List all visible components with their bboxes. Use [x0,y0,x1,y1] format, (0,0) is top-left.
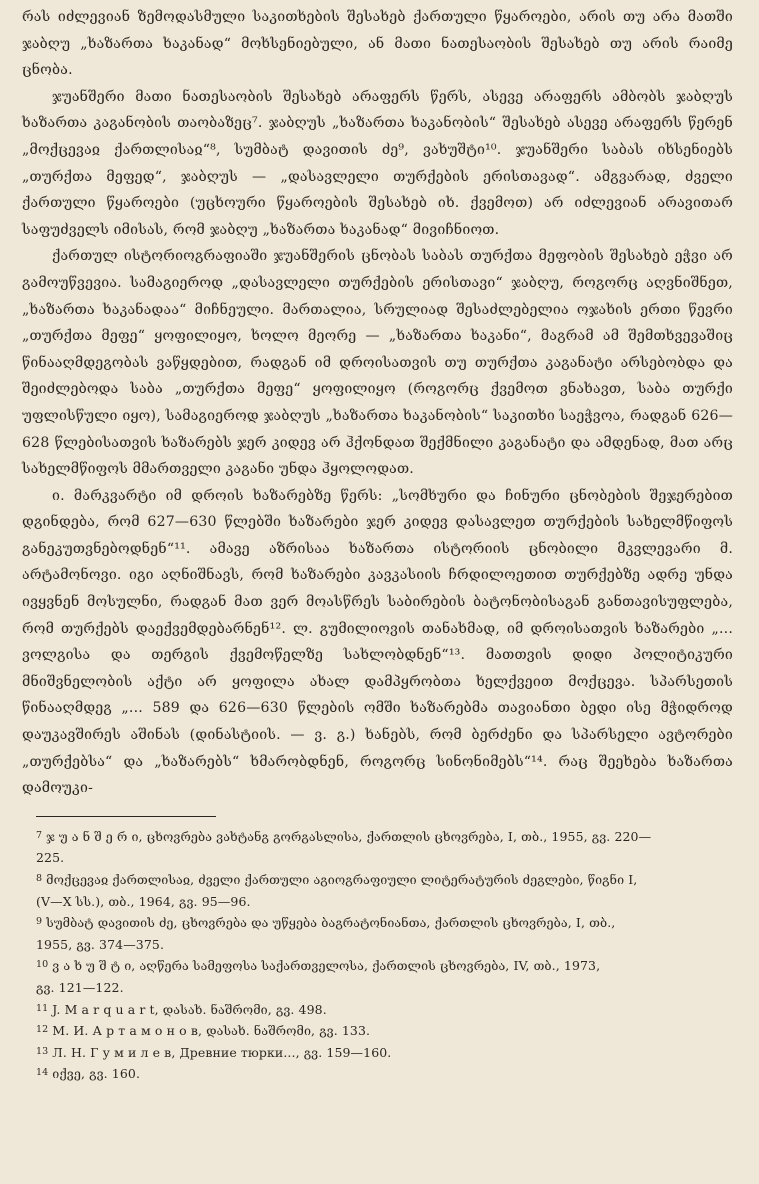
footnote-text: ჯ უ ა ნ შ ე რ ი, ცხოვრება ვახტანგ გორგასლისა, ქართლის ცხოვრება, I, თბ., 1955, გვ. 220— [46,828,652,844]
footnote-number: 10 [36,959,49,971]
footnote [22,999,733,1021]
footnote-number: 13 [36,1045,49,1057]
footnote [22,1042,733,1064]
footnotes [22,826,733,1085]
footnote-continuation: გვ. 121—122. [36,979,124,995]
paragraph: ჯუანშერი მათი ნათესაობის შესახებ არაფერს წერს, ასევე არაფერს ამბობს ჯაბღუს ხაზართა კაგანობის თაობაზეც⁷. ჯაბღუს „ხაზართა ხაკანობის“ შესახებ ასევე არაფერს წერენ „მოქცევაჲ ქართლისაჲ“⁸, სუმბატ დავითის ძე⁹, ვახუშტი¹⁰. ჯუანშერი საბას იხსენიებს „თურქთა მეფედ“, ჯაბღუს — „დასავლელი თურქების ერისთავად“. ამგვარად, ძველი ქართული წყაროები (უცხოური წყაროების შესახებ იხ. ქვემოთ) არ იძლევიან არავითარ საფუძველს იმისას, რომ ჯაბღუ „ხაზართა ხაკანად“ მივიჩნიოთ. [22,88,733,238]
paragraph: ქართულ ისტორიოგრაფიაში ჯუანშერის ცნობას საბას თურქთა მეფობის შესახებ ეჭვი არ გამოუწვევია. სამაგიეროდ „დასავლელი თურქების ერისთავი“ ჯაბღუ, როგორც აღვნიშნეთ, „ხაზართა ხაკანადაა“ მიჩნეული. მართალია, სრულიად შესაძლებელია ოჯახის ერთი წევრი „თურქთა მეფე“ ყოფილიყო, ხოლო მეორე — „ხაზართა ხაკანი“, მაგრამ ამ შემთხვევაშიც წინააღმდეგობას ვაწყდებით, რადგან იმ დროისათვის თუ თურქთა კაგანატი არსებობდა და შეიძლებოდა საბა „თურქთა მეფე“ ყოფილიყო (როგორც ქვემოთ ვნახავთ, საბა თურქი უფლისწული იყო), სამაგიეროდ ჯაბღუს „ხაზართა ხაკანობის“ საკითხი საეჭვოა, რადგან 626—628 წლებისათვის ხაზარებს ჯერ კიდევ არ ჰქონდათ შექმნილი კაგანატი და ამდენად, მათ არც სახელმწიფოს მმართველი კაგანი უნდა ჰყოლოდათ. [22,248,733,478]
footnote-text: მოქცევაჲ ქართლისაჲ, ძველი ქართული აგიოგრაფიული ლიტერატურის ძეგლები, წიგნი I, [46,872,638,887]
main-text [22,4,733,802]
paragraph: რას იძლევიან ზემოდასმული საკითხების შესახებ ქართული წყაროები, არის თუ არა მათში ჯაბღუ „ხაზართა ხაკანად“ მოხსენიებული, ან მათი ნათესაობის შესახებ თუ არის რაიმე ცნობა. [22,9,733,79]
footnote-text: Л. Н. Г у м и л е в, Древние тюрки..., გვ. 159—160. [52,1044,392,1060]
footnote-text: იქვე, გვ. 160. [52,1066,141,1082]
footnote-text: ვ ა ხ უ შ ტ ი, აღწერა სამეფოსა საქართველოსა, ქართლის ცხოვრება, IV, თბ., 1973, [52,958,601,974]
footnote-text: М. И. А р т а м о н о в, დასახ. ნაშრომი, გვ. 133. [52,1023,371,1039]
footnote [22,955,733,977]
footnote-text: სუმბატ დავითის ძე, ცხოვრება და უწყება ბაგრატონიანთა, ქართლის ცხოვრება, I, თბ., [46,915,616,931]
footnote-text: J. M a r q u a r t, დასახ. ნაშრომი, გვ. 498. [52,1001,327,1017]
footnote-continuation: 1955, გვ. 374—375. [36,936,165,952]
footnote-separator [36,816,216,817]
footnote [22,1020,733,1042]
footnote [22,912,733,934]
footnote [22,1063,733,1085]
paragraph: ი. მარკვარტი იმ დროის ხაზარებზე წერს: „სომხური და ჩინური ცნობების შეჯერებით დგინდება, რომ 627—630 წლებში ხაზარები ჯერ კიდევ დასავლეთ თურქების სახელმწიფოს განეკუთვნებოდნენ“¹¹. ამავე აზრისაა ხაზართა ისტორიის ცნობილი მკვლევარი მ. არტამონოვი. იგი აღნიშნავს, რომ ხაზარები კავკასიის ჩრდილოეთით თურქებზე ადრე უნდა ივყვნენ მოსულნი, რადგან მათ ვერ მოასწრეს საბირების ბატონობისაგან განთავისუფლება, რომ თურქებს დაექვემდებარნენ¹². ლ. გუმილიოვის თანახმად, იმ დროისათვის ხაზარები „... ვოლგისა და თერგის ქვემოწელზე სახლობდნენ“¹³. მათთვის დიდი პოლიტიკური მნიშვნელობის აქტი არ ყოფილა ახალ დამპყრობთა ხელქვეით მოქცევა. სპარსეთის წინააღმდეგ „... 589 და 626—630 წლების ომში ხაზარებმა თავიანთი ბედი ისე მჭიდროდ დაუკავშირეს აშინას (დინასტიის. — ვ. გ.) ხანებს, რომ ბერძენი და სპარსელი ავტორები „თურქებსა“ და „ხაზარებს“ ხმარობდნენ, როგორც სინონიმებს“¹⁴. რაც შეეხება ხაზართა დამოუკი- [22,487,733,797]
footnote-number: 7 [36,829,43,841]
footnote-number: 12 [36,1024,49,1036]
footnote-number: 14 [36,1067,49,1079]
footnote-number: 8 [36,873,43,884]
footnote [22,826,733,848]
footnote-number: 11 [36,1002,49,1014]
footnote-continuation: 225. [36,850,65,866]
footnote [22,869,733,891]
footnote-number: 9 [36,916,43,928]
footnote-continuation: (V—X სს.), თბ., 1964, გვ. 95—96. [36,893,251,909]
